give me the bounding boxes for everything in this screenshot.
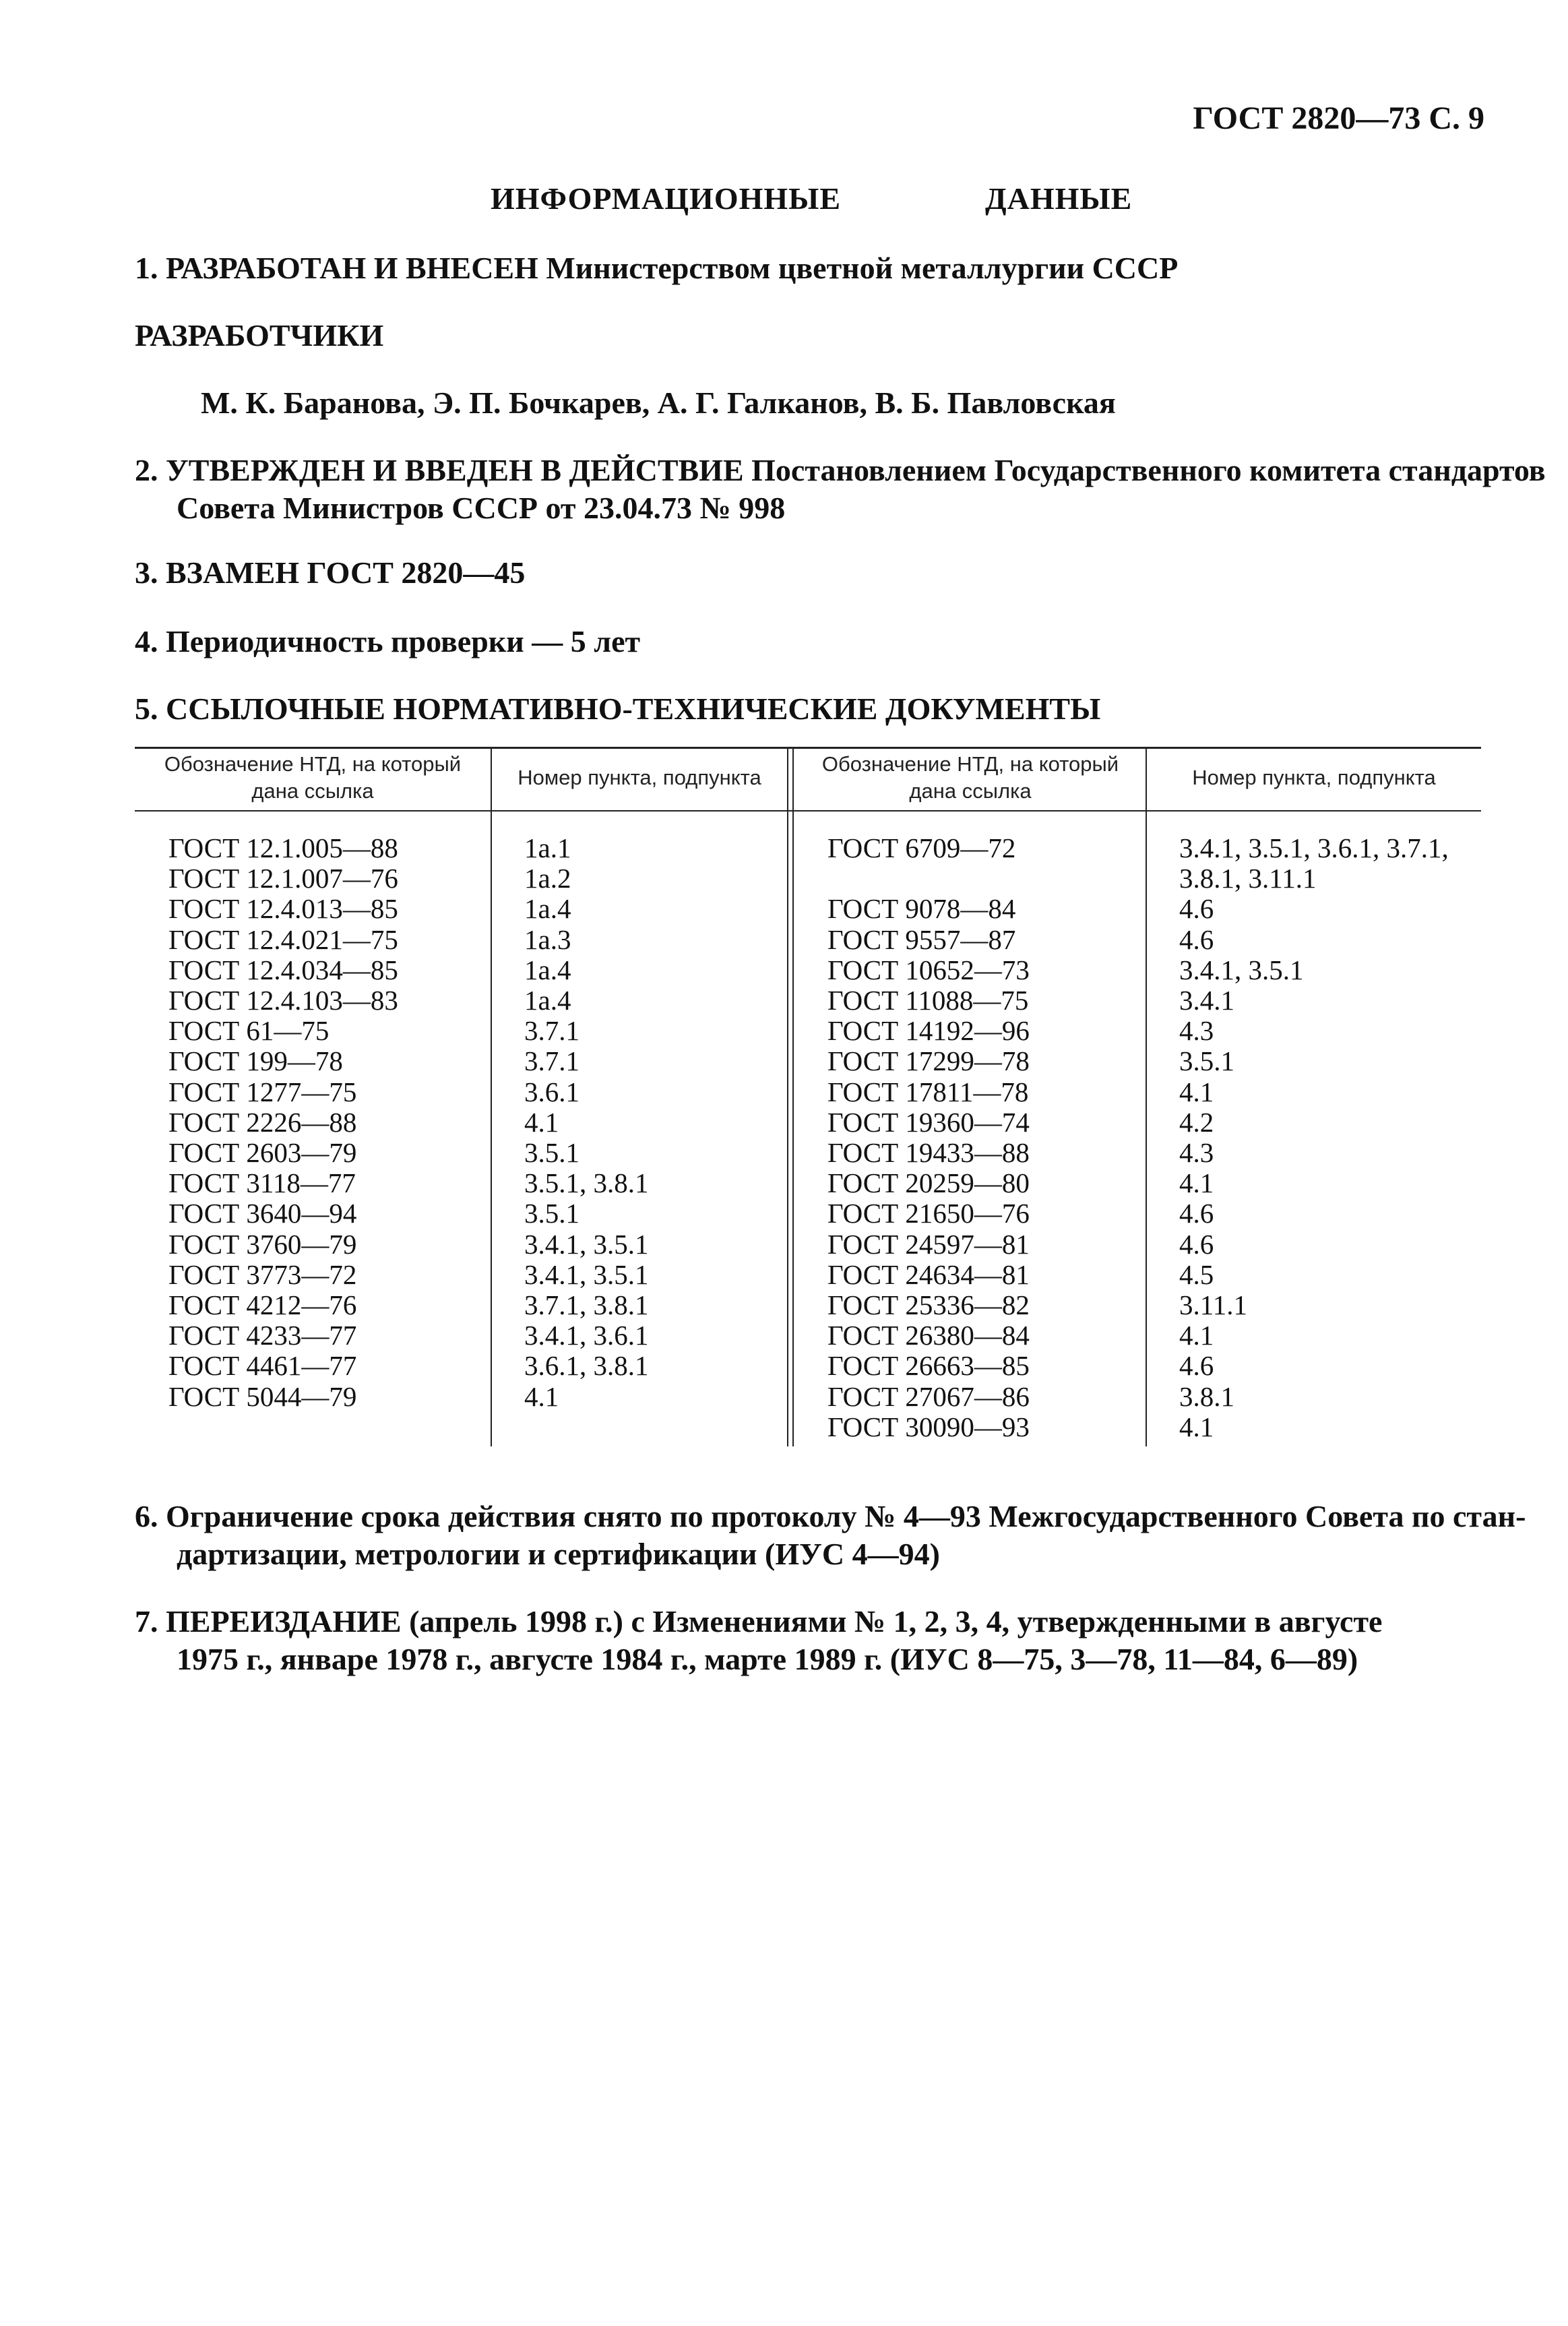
table-divider (1146, 747, 1147, 1446)
table-divider (491, 747, 492, 1446)
item-4-review-period: 4. Периодичность проверки — 5 лет (135, 624, 641, 659)
header-doc-left: Обозначение НТД, на который дана ссылка (164, 752, 462, 803)
header-item-left: Номер пункта, подпункта (518, 766, 761, 789)
page-reference: ГОСТ 2820—73 С. 9 (1193, 100, 1484, 136)
item-3-replaces: 3. ВЗАМЕН ГОСТ 2820—45 (135, 555, 526, 590)
header-doc-right: Обозначение НТД, на который дана ссылка (821, 752, 1119, 803)
header-item-right: Номер пункта, подпункта (1192, 766, 1436, 789)
developers-heading: РАЗРАБОТЧИКИ (135, 318, 384, 353)
left-items-column: 1а.1 1а.2 1а.4 1а.3 1а.4 1а.4 3.7.1 3.7.1 3.6.1 4.1 3.5.1 3.5.1, 3.8.1 3.5.1 3.4.1, 3.5.1 3.4.1, 3.5.1 3.7.1, 3.8.1 3.4.1, 3.6.1 3.6.1, 3.8.1 4.1 (524, 832, 649, 1412)
item-6-limitation-line2: дартизации, метрологии и сертификации (ИУС 4—94) (177, 1537, 940, 1571)
item-1-developed-by: 1. РАЗРАБОТАН И ВНЕСЕН Министерством цветной металлургии СССР (135, 251, 1179, 285)
item-7-reissue-line2: 1975 г., январе 1978 г., августе 1984 г., марте 1989 г. (ИУС 8—75, 3—78, 11—84, 6—89) (177, 1642, 1358, 1676)
item-5-references-heading: 5. ССЫЛОЧНЫЕ НОРМАТИВНО-ТЕХНИЧЕСКИЕ ДОКУМЕНТЫ (135, 692, 1101, 726)
table-header-rule (135, 810, 1481, 812)
table-divider (787, 747, 788, 1446)
developers-list: М. К. Баранова, Э. П. Бочкарев, А. Г. Галканов, В. Б. Павловская (201, 386, 1116, 420)
right-docs-column: ГОСТ 6709—72 ГОСТ 9078—84 ГОСТ 9557—87 ГОСТ 10652—73 ГОСТ 11088—75 ГОСТ 14192—96 ГОСТ 17299—78 ГОСТ 17811—78 ГОСТ 19360—74 ГОСТ 19433—88 ГОСТ 20259—80 ГОСТ 21650—76 ГОСТ 24597—81 ГОСТ 24634—81 ГОСТ 25336—82 ГОСТ 26380—84 ГОСТ 26663—85 ГОСТ 27067—86 ГОСТ 30090—93 (827, 832, 1030, 1442)
item-7-reissue-line1: 7. ПЕРЕИЗДАНИЕ (апрель 1998 г.) с Изменениями № 1, 2, 3, 4, утвержденными в августе (135, 1604, 1383, 1639)
item-2-approved-line2: Совета Министров СССР от 23.04.73 № 998 (177, 491, 786, 525)
references-table (135, 747, 1481, 1446)
table-divider (792, 747, 794, 1446)
page-title-right: ДАННЫЕ (985, 181, 1133, 216)
right-items-column: 3.4.1, 3.5.1, 3.6.1, 3.7.1, 3.8.1, 3.11.1 4.6 4.6 3.4.1, 3.5.1 3.4.1 4.3 3.5.1 4.1 4.2 4.3 4.1 4.6 4.6 4.5 3.11.1 4.1 4.6 3.8.1 4.1 (1179, 832, 1449, 1442)
item-2-approved-line1: 2. УТВЕРЖДЕН И ВВЕДЕН В ДЕЙСТВИЕ Постановлением Государственного комитета стандартов (135, 453, 1546, 487)
item-6-limitation-line1: 6. Ограничение срока действия снято по протоколу № 4—93 Межгосударственного Совета по стан- (135, 1499, 1526, 1533)
page-title-left: ИНФОРМАЦИОННЫЕ (491, 181, 842, 216)
left-docs-column: ГОСТ 12.1.005—88 ГОСТ 12.1.007—76 ГОСТ 12.4.013—85 ГОСТ 12.4.021—75 ГОСТ 12.4.034—85 ГОСТ 12.4.103—83 ГОСТ 61—75 ГОСТ 199—78 ГОСТ 1277—75 ГОСТ 2226—88 ГОСТ 2603—79 ГОСТ 3118—77 ГОСТ 3640—94 ГОСТ 3760—79 ГОСТ 3773—72 ГОСТ 4212—76 ГОСТ 4233—77 ГОСТ 4461—77 ГОСТ 5044—79 (168, 832, 398, 1412)
table-top-rule (135, 747, 1481, 749)
